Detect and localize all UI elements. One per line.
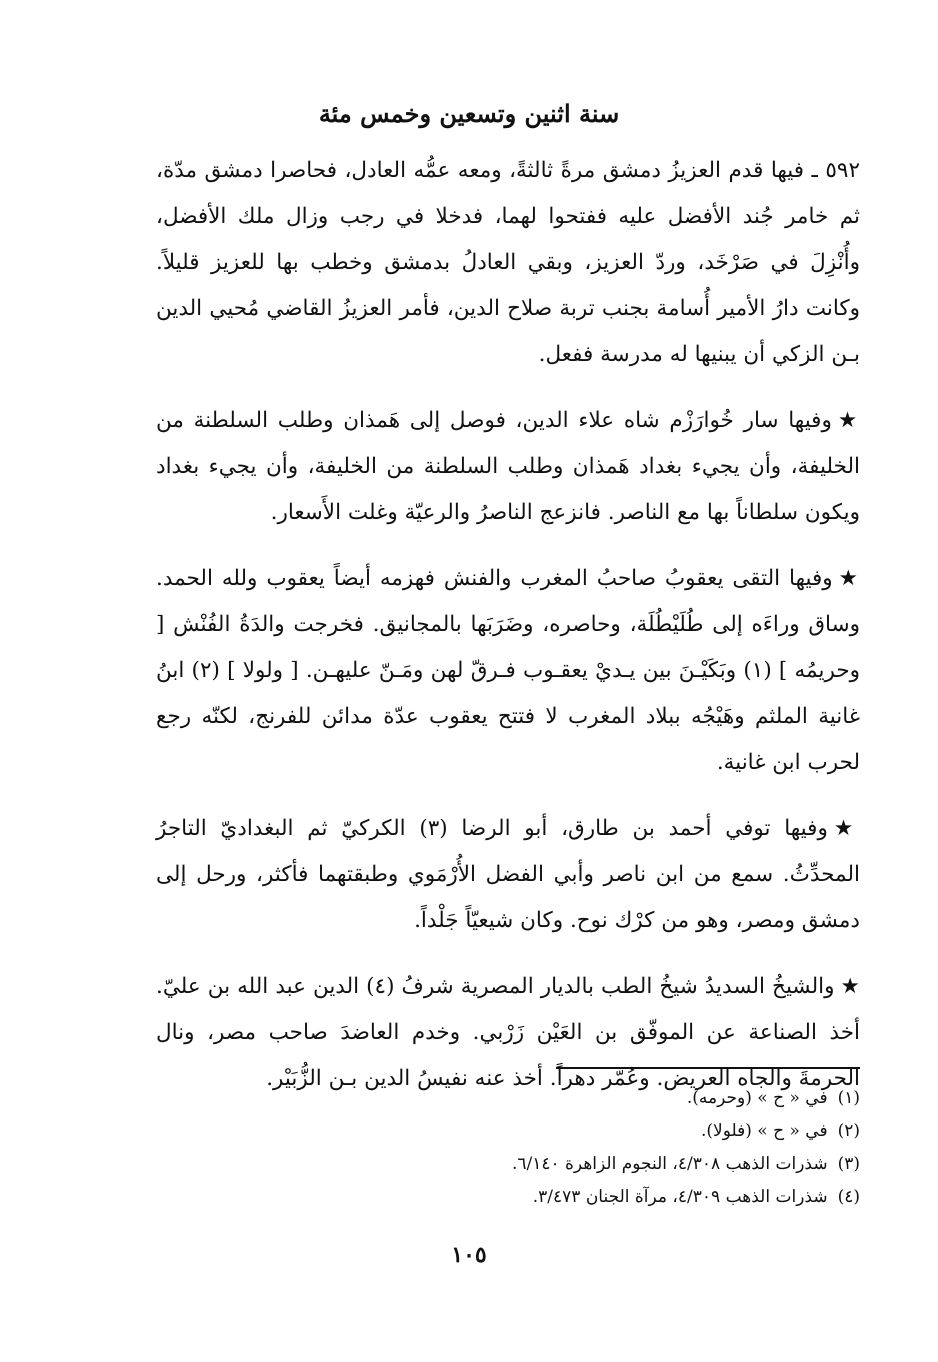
footnote-text: في « ح » (وحرمه).	[686, 1088, 828, 1108]
footnote-number: (٢)	[837, 1121, 860, 1141]
star-marker-icon: ★	[837, 408, 860, 433]
footnote-4	[300, 1181, 860, 1214]
paragraph-2	[156, 398, 860, 536]
footnotes	[300, 1082, 860, 1214]
footnote-number: (١)	[837, 1088, 860, 1108]
footnote-2	[300, 1115, 860, 1148]
footnote-text: في « ح » (فلولا).	[700, 1121, 828, 1141]
paragraph-text: والشيخُ السديدُ شيخُ الطب بالديار المصرية شرفُ (٤) الدين عبد الله بن عليّ. أخذ الصناعة عن الموفّق بن العَيْن زَرْبي. وخدم العاضدَ صاحب مصر، ونال الحرمةَ والجاه العريض. وعُمّر دهراً. أخذ عنه نفيسُ الدين بـن الزُّبَيْر.	[156, 974, 860, 1091]
footnote-number: (٣)	[837, 1154, 860, 1174]
main-text	[156, 148, 860, 1102]
footnote-3	[300, 1148, 860, 1181]
footnote-number: (٤)	[837, 1187, 860, 1207]
paragraph-1	[156, 148, 860, 378]
footnote-text: شذرات الذهب ٤/٣٠٨، النجوم الزاهرة ٦/١٤٠.	[511, 1154, 828, 1174]
paragraph-4	[156, 806, 860, 944]
page-title: سنة اثنين وتسعين وخمس مئة	[318, 99, 620, 128]
paragraph-text: وفيها سار خُوارَزْم شاه علاء الدين، فوصل إلى هَمذان وطلب السلطنة من الخليفة، وأن يجيء بغداد هَمذان وطلب السلطنة من الخليفة، وأن يجيء بغداد ويكون سلطاناً بها مع الناصر. فانزعج الناصرُ والرعيّة وغلت الأَسعار.	[156, 408, 860, 525]
star-marker-icon: ★	[838, 566, 860, 591]
footnote-text: شذرات الذهب ٤/٣٠٩، مرآة الجنان ٣/٤٧٣.	[532, 1187, 828, 1207]
page-number: ١٠٥	[451, 1242, 487, 1268]
star-marker-icon: ★	[833, 816, 860, 841]
paragraph-text: وفيها التقى يعقوبُ صاحبُ المغرب والفنش فهزمه أيضاً يعقوب ولله الحمد. وساق وراءَه إلى طُلَيْطُلَة، وحاصره، وضَرَبَها بالمجانيق. فخرجت والدَةُ الفُنْش [ وحريمُه ] (١) وبَكَيْـنَ بين يـديْ يعقـوب فـرقّ لهن ومَـنّ عليهـن. [ ولولا ] (٢) ابنُ غانية الملثم وهَيْجُه ببلاد المغرب لا فتتح يعقوب عدّة مدائن للفرنج، لكنّه رجع لحرب ابن غانية.	[156, 566, 861, 775]
paragraph-3	[156, 556, 860, 786]
paragraph-text: ٥٩٢ ـ فيها قدم العزيزُ دمشق مرةً ثالثةً، ومعه عمُّه العادل، فحاصرا دمشق مدّة، ثم خامر جُند الأفضل عليه ففتحوا لهما، فدخلا في رجب وزال ملك الأفضل، وأُنْزِلَ في صَرْخَد، وردّ العزيز، وبقي العادلُ بدمشق وخطب بها للعزيز قليلاً. وكانت دارُ الأمير أُسامة بجنب تربة صلاح الدين، فأمر العزيزُ القاضي مُحيي الدين بـن الزكي أن يبنيها له مدرسة ففعل.	[156, 158, 860, 367]
footnote-1	[300, 1082, 860, 1115]
footnote-divider	[556, 1067, 860, 1069]
paragraph-text: وفيها توفي أحمد بن طارق، أبو الرضا (٣) الكركيّ ثم البغداديّ التاجرُ المحدِّثُ. سمع من ابن ناصر وأبي الفضل الأُرْمَوي وطبقتهما فأكثر، ورحل إلى دمشق ومصر، وهو من كرْك نوح. وكان شيعيّاً جَلْداً.	[156, 816, 860, 933]
star-marker-icon: ★	[840, 974, 860, 999]
